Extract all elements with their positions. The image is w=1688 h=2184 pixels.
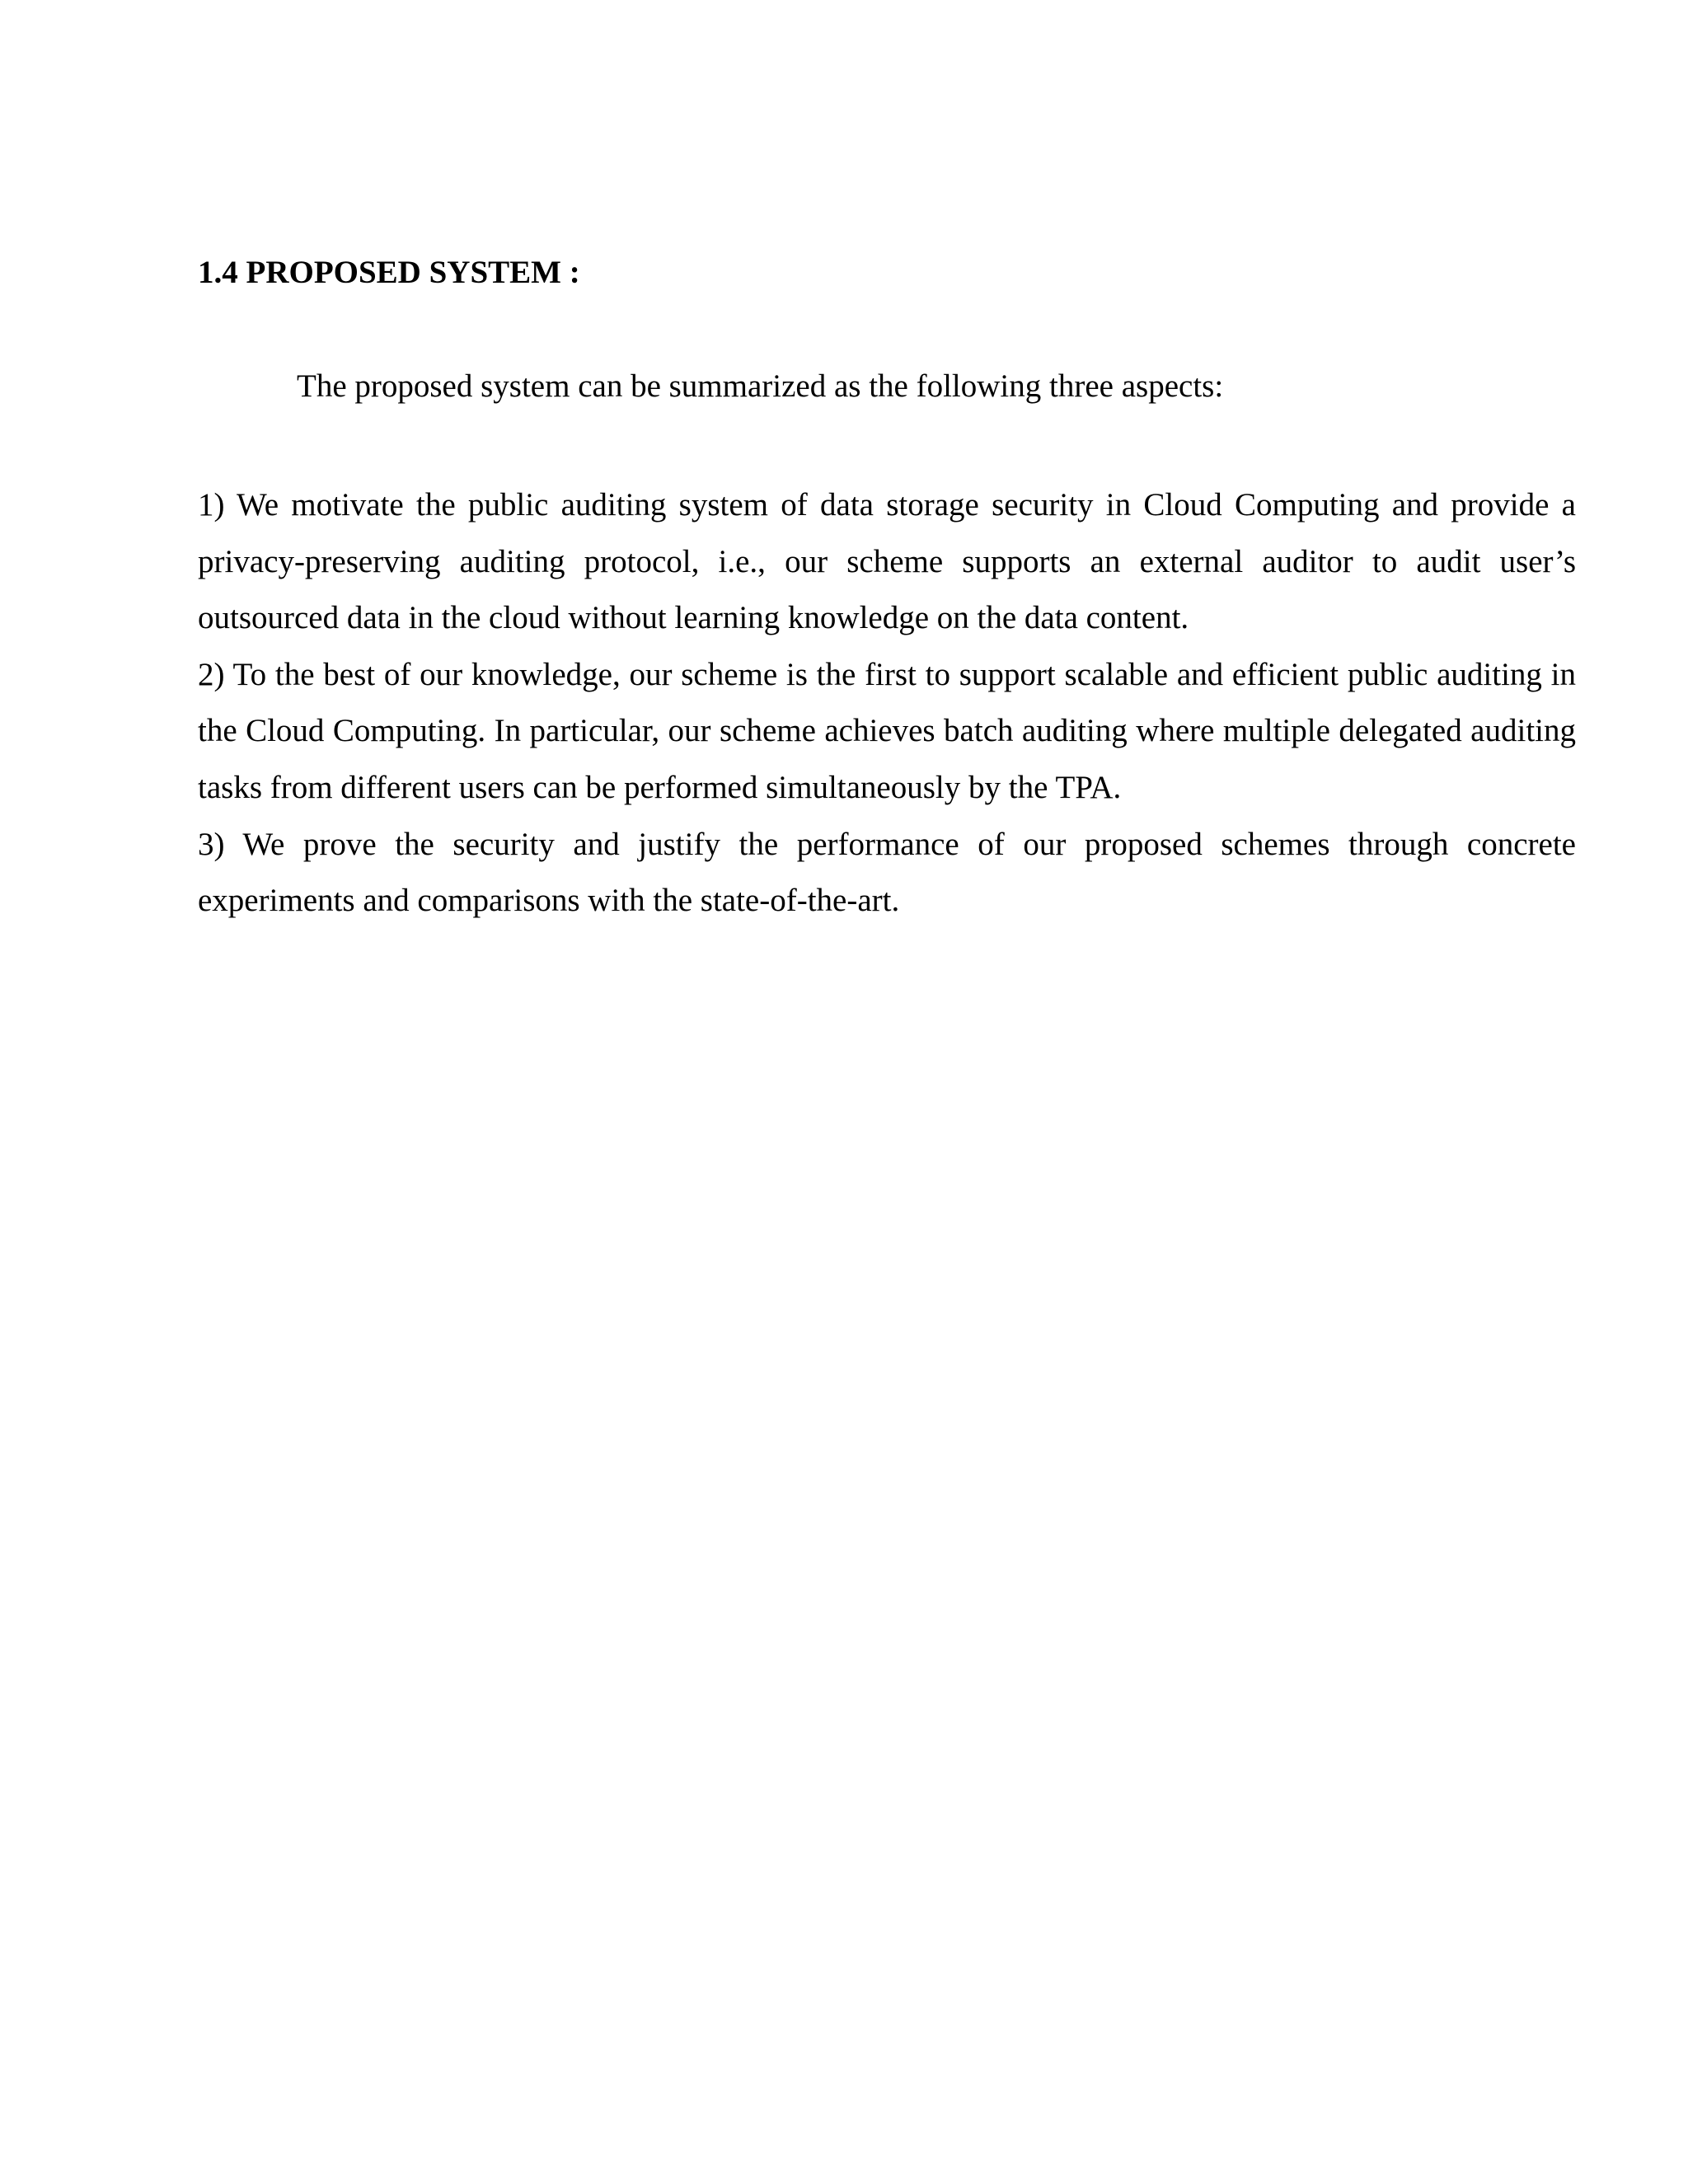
- aspect-item-2: 2) To the best of our knowledge, our scheme is the first to support scalable and efficient public auditing in the Cloud Computing. In particular, our scheme achieves batch auditing where multiple delegated auditing tasks from different users can be performed simultaneously by the TPA.: [198, 656, 1576, 805]
- aspect-item-1: 1) We motivate the public auditing system of data storage security in Cloud Computing and provide a privacy-preserving auditing protocol, i.e., our scheme supports an external auditor to audit user’s outsourced data in the cloud without learning knowledge on the data content.: [198, 487, 1576, 636]
- aspects-list: [198, 477, 1576, 930]
- aspect-item-3: 3) We prove the security and justify the performance of our proposed schemes through concrete experiments and comparisons with the state-of-the-art.: [198, 826, 1576, 919]
- section-heading: 1.4 PROPOSED SYSTEM :: [198, 255, 580, 290]
- intro-paragraph: The proposed system can be summarized as the following three aspects:: [297, 368, 1224, 404]
